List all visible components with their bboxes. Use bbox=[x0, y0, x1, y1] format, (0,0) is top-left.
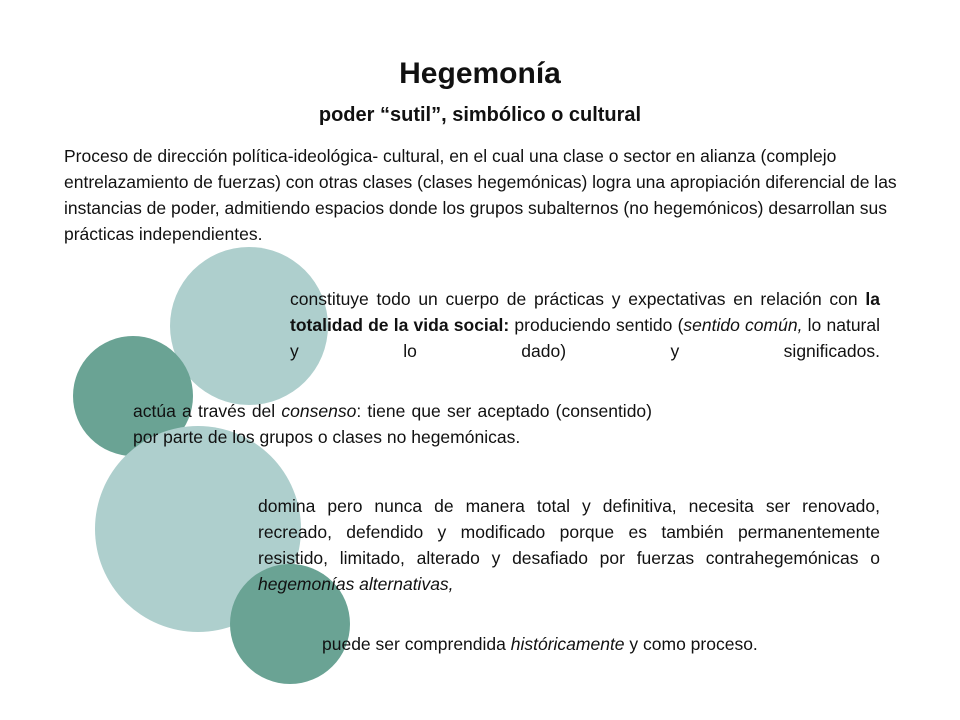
point-totality-text-c: produciendo sentido ( bbox=[509, 315, 684, 335]
point-historical-italic: históricamente bbox=[510, 634, 625, 654]
point-domination-text-a: domina pero nunca de manera total y definitiva, necesita ser renovado, recreado, defendido y modificado porque es también permanentemente resistido, limitado, alterado y desafiado por fuerzas contrahegemónicas o bbox=[258, 496, 880, 568]
page-subtitle: poder “sutil”, simbólico o cultural bbox=[318, 104, 642, 126]
point-historical-text-a: puede ser comprendida bbox=[322, 634, 511, 654]
page-title: Hegemonía bbox=[399, 57, 561, 90]
point-consensus-text-a: actúa a través del bbox=[133, 401, 282, 421]
point-historical-text-c: y como proceso. bbox=[624, 634, 758, 654]
intro-paragraph: Proceso de dirección política-ideológica- cultural, en el cual una clase o sector en alianza (complejo entrelazamiento de fuerzas) con otras clases (clases hegemónicas) logra una apropiación diferencial de las instancias de poder, admitiendo espacios donde los grupos subalternos (no hegemónicos) desarrollan sus prácticas independientes. bbox=[64, 146, 897, 244]
point-totality-emphasis: la totalidad de la vida social: bbox=[290, 289, 880, 335]
point-consensus-italic: consenso bbox=[281, 401, 357, 421]
point-domination bbox=[258, 493, 880, 597]
point-consensus-text-c: : tiene que ser aceptado (consentido) por parte de los grupos o clases no hegemónicas. bbox=[133, 401, 652, 447]
point-historical bbox=[322, 631, 882, 657]
point-totality bbox=[290, 286, 880, 364]
point-consensus bbox=[133, 398, 652, 450]
point-totality-text-a: constituye todo un cuerpo de prácticas y expectativas en relación con bbox=[290, 289, 866, 309]
point-totality-text-e: lo natural y lo dado) y significados. bbox=[290, 315, 880, 361]
point-domination-italic: hegemonías alternativas, bbox=[258, 574, 454, 594]
point-totality-italic: sentido común, bbox=[683, 315, 803, 335]
